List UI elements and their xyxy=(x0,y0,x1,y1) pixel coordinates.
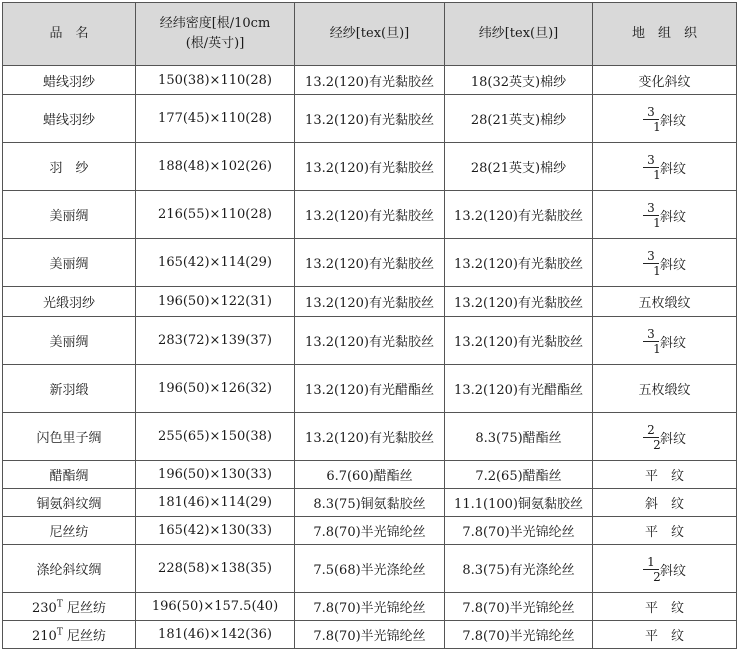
cell-density: 188(48)×102(26) xyxy=(136,143,295,191)
weave-text: 斜 纹 xyxy=(644,497,684,512)
cell-weave xyxy=(593,593,737,621)
cell-density: 150(38)×110(28) xyxy=(136,66,295,95)
cell-density: 228(58)×138(35) xyxy=(136,545,295,593)
header-name: 品 名 xyxy=(3,3,136,66)
cell-name-superscript: T xyxy=(56,627,63,638)
cell-weft: 8.3(75)有光涤纶丝 xyxy=(445,545,593,593)
weave-numerator: 3 xyxy=(647,200,655,215)
cell-density: 216(55)×110(28) xyxy=(136,191,295,239)
cell-name-text: 光缎羽纱 xyxy=(42,296,95,311)
weave-numerator: 2 xyxy=(647,422,655,437)
cell-weft: 7.8(70)半光锦纶丝 xyxy=(445,517,593,545)
cell-name-superscript: T xyxy=(56,599,63,610)
cell-warp: 13.2(120)有光黏胶丝 xyxy=(295,413,445,461)
cell-name xyxy=(3,191,136,239)
table-row xyxy=(3,365,737,413)
cell-warp: 7.8(70)半光锦纶丝 xyxy=(295,593,445,621)
weave-denominator: 1 xyxy=(653,341,661,356)
weave-text: 平 纹 xyxy=(644,601,684,616)
table-row xyxy=(3,413,737,461)
cell-weave xyxy=(593,489,737,517)
weave-fraction xyxy=(643,250,686,277)
cell-weave xyxy=(593,143,737,191)
cell-weave xyxy=(593,239,737,287)
weave-numerator: 3 xyxy=(647,326,655,341)
cell-name-text: 铜氨斜纹绸 xyxy=(36,497,102,512)
cell-warp: 8.3(75)铜氨黏胶丝 xyxy=(295,489,445,517)
weave-fraction xyxy=(643,202,686,229)
cell-name-tail: 尼丝纺 xyxy=(62,629,106,644)
table-row xyxy=(3,593,737,621)
cell-weft: 28(21英支)棉纱 xyxy=(445,143,593,191)
weave-denominator: 1 xyxy=(653,119,661,134)
cell-name-text: 蜡线羽纱 xyxy=(42,74,95,90)
weave-fraction-stack xyxy=(643,154,659,181)
cell-warp: 7.8(70)半光锦纶丝 xyxy=(295,517,445,545)
weave-text: 平 纹 xyxy=(644,469,684,484)
weave-text: 斜纹 xyxy=(659,161,686,177)
cell-name-tail: 尼丝纺 xyxy=(62,601,106,616)
weave-text: 斜纹 xyxy=(659,257,686,273)
header-row xyxy=(3,3,737,66)
cell-density: 181(46)×114(29) xyxy=(136,489,295,517)
cell-density: 196(50)×157.5(40) xyxy=(136,593,295,621)
cell-weft: 13.2(120)有光黏胶丝 xyxy=(445,191,593,239)
cell-name xyxy=(3,143,136,191)
cell-name xyxy=(3,287,136,317)
cell-weave xyxy=(593,287,737,317)
table-row xyxy=(3,66,737,95)
weave-text: 平 纹 xyxy=(644,525,684,540)
cell-density: 255(65)×150(38) xyxy=(136,413,295,461)
table-row xyxy=(3,489,737,517)
cell-weave xyxy=(593,517,737,545)
table-body xyxy=(3,66,737,649)
fabric-spec-table-container xyxy=(2,2,737,649)
weave-fraction-stack xyxy=(643,106,659,133)
weave-numerator: 3 xyxy=(647,248,655,263)
header-warp: 经纱[tex(旦)] xyxy=(295,3,445,66)
cell-name-text: 羽 纱 xyxy=(49,161,89,176)
cell-name xyxy=(3,66,136,95)
weave-text: 斜纹 xyxy=(659,113,686,129)
table-row xyxy=(3,461,737,489)
weave-fraction xyxy=(643,556,686,583)
weave-text: 斜纹 xyxy=(659,209,686,225)
cell-weft: 11.1(100)铜氨黏胶丝 xyxy=(445,489,593,517)
weave-numerator: 3 xyxy=(647,104,655,119)
weave-fraction-stack xyxy=(643,328,659,355)
table-row xyxy=(3,545,737,593)
cell-name xyxy=(3,413,136,461)
cell-name-text: 尼丝纺 xyxy=(49,525,89,540)
cell-weave xyxy=(593,545,737,593)
fabric-spec-table xyxy=(2,2,737,649)
cell-weft: 7.8(70)半光锦纶丝 xyxy=(445,621,593,649)
cell-name-text: 闪色里子绸 xyxy=(36,431,102,446)
cell-name xyxy=(3,461,136,489)
cell-name-text: 蜡线羽纱 xyxy=(42,113,95,128)
cell-weft: 13.2(120)有光黏胶丝 xyxy=(445,317,593,365)
weave-fraction-stack xyxy=(643,202,659,229)
cell-name-text: 美丽绸 xyxy=(49,209,89,224)
table-row xyxy=(3,239,737,287)
cell-name-text: 涤纶斜纹绸 xyxy=(36,563,102,578)
weave-text: 五枚缎纹 xyxy=(638,383,691,398)
cell-name xyxy=(3,621,136,649)
weave-denominator: 1 xyxy=(653,263,661,278)
cell-weave xyxy=(593,413,737,461)
header-density xyxy=(136,3,295,66)
cell-warp: 13.2(120)有光黏胶丝 xyxy=(295,239,445,287)
cell-name-text: 美丽绸 xyxy=(49,257,89,272)
cell-weave xyxy=(593,317,737,365)
weave-numerator: 1 xyxy=(647,554,655,569)
cell-density: 181(46)×142(36) xyxy=(136,621,295,649)
cell-weft: 8.3(75)醋酯丝 xyxy=(445,413,593,461)
cell-weft: 13.2(120)有光醋酯丝 xyxy=(445,365,593,413)
cell-density: 177(45)×110(28) xyxy=(136,95,295,143)
cell-name xyxy=(3,317,136,365)
cell-name xyxy=(3,489,136,517)
cell-weave xyxy=(593,621,737,649)
weave-fraction xyxy=(643,328,686,355)
weave-text: 斜纹 xyxy=(659,431,686,447)
weave-fraction xyxy=(643,424,686,451)
table-row xyxy=(3,143,737,191)
cell-name-text: 230 xyxy=(32,601,57,616)
cell-name xyxy=(3,239,136,287)
cell-weft: 7.2(65)醋酯丝 xyxy=(445,461,593,489)
weave-fraction-stack xyxy=(643,424,659,451)
cell-warp: 13.2(120)有光黏胶丝 xyxy=(295,191,445,239)
cell-density: 196(50)×122(31) xyxy=(136,287,295,317)
header-weave: 地 组 织 xyxy=(593,3,737,66)
cell-density: 283(72)×139(37) xyxy=(136,317,295,365)
weave-fraction xyxy=(643,154,686,181)
table-row xyxy=(3,95,737,143)
cell-density: 196(50)×126(32) xyxy=(136,365,295,413)
cell-weave xyxy=(593,66,737,95)
cell-weave xyxy=(593,365,737,413)
cell-weave xyxy=(593,191,737,239)
cell-name-text: 210 xyxy=(32,629,57,644)
cell-weft: 28(21英支)棉纱 xyxy=(445,95,593,143)
weave-text: 平 纹 xyxy=(644,629,684,644)
cell-warp: 13.2(120)有光黏胶丝 xyxy=(295,95,445,143)
weave-fraction-stack xyxy=(643,250,659,277)
header-density-line2: (根/英寸)] xyxy=(185,36,245,51)
weave-denominator: 1 xyxy=(653,167,661,182)
cell-weave xyxy=(593,95,737,143)
weave-text: 五枚缎纹 xyxy=(638,296,691,311)
cell-name xyxy=(3,517,136,545)
cell-warp: 13.2(120)有光黏胶丝 xyxy=(295,287,445,317)
cell-weft: 13.2(120)有光黏胶丝 xyxy=(445,287,593,317)
weave-denominator: 2 xyxy=(653,569,661,584)
weave-fraction-stack xyxy=(643,556,659,583)
cell-warp: 6.7(60)醋酯丝 xyxy=(295,461,445,489)
cell-density: 165(42)×130(33) xyxy=(136,517,295,545)
cell-weft: 13.2(120)有光黏胶丝 xyxy=(445,239,593,287)
weave-denominator: 1 xyxy=(653,215,661,230)
weave-numerator: 3 xyxy=(647,152,655,167)
cell-name xyxy=(3,593,136,621)
cell-density: 165(42)×114(29) xyxy=(136,239,295,287)
table-header xyxy=(3,3,737,66)
header-density-line1: 经纬密度[根/10cm xyxy=(159,16,271,31)
cell-weft: 18(32英支)棉纱 xyxy=(445,66,593,95)
cell-name xyxy=(3,95,136,143)
table-row xyxy=(3,191,737,239)
cell-weft: 7.8(70)半光锦纶丝 xyxy=(445,593,593,621)
weave-denominator: 2 xyxy=(653,437,661,452)
cell-warp: 7.8(70)半光锦纶丝 xyxy=(295,621,445,649)
weave-fraction xyxy=(643,106,686,133)
cell-weave xyxy=(593,461,737,489)
table-row xyxy=(3,517,737,545)
cell-warp: 13.2(120)有光醋酯丝 xyxy=(295,365,445,413)
table-row xyxy=(3,621,737,649)
cell-name-text: 醋酯绸 xyxy=(49,469,89,484)
cell-warp: 13.2(120)有光黏胶丝 xyxy=(295,143,445,191)
cell-warp: 13.2(120)有光黏胶丝 xyxy=(295,317,445,365)
weave-text: 斜纹 xyxy=(659,563,686,579)
cell-name xyxy=(3,365,136,413)
cell-name-text: 美丽绸 xyxy=(49,335,89,350)
cell-name xyxy=(3,545,136,593)
cell-warp: 13.2(120)有光黏胶丝 xyxy=(295,66,445,95)
header-weft: 纬纱[tex(旦)] xyxy=(445,3,593,66)
cell-density: 196(50)×130(33) xyxy=(136,461,295,489)
cell-name-text: 新羽缎 xyxy=(49,383,89,398)
table-row xyxy=(3,317,737,365)
table-row xyxy=(3,287,737,317)
weave-text: 斜纹 xyxy=(659,335,686,351)
weave-text: 变化斜纹 xyxy=(638,74,691,90)
cell-warp: 7.5(68)半光涤纶丝 xyxy=(295,545,445,593)
